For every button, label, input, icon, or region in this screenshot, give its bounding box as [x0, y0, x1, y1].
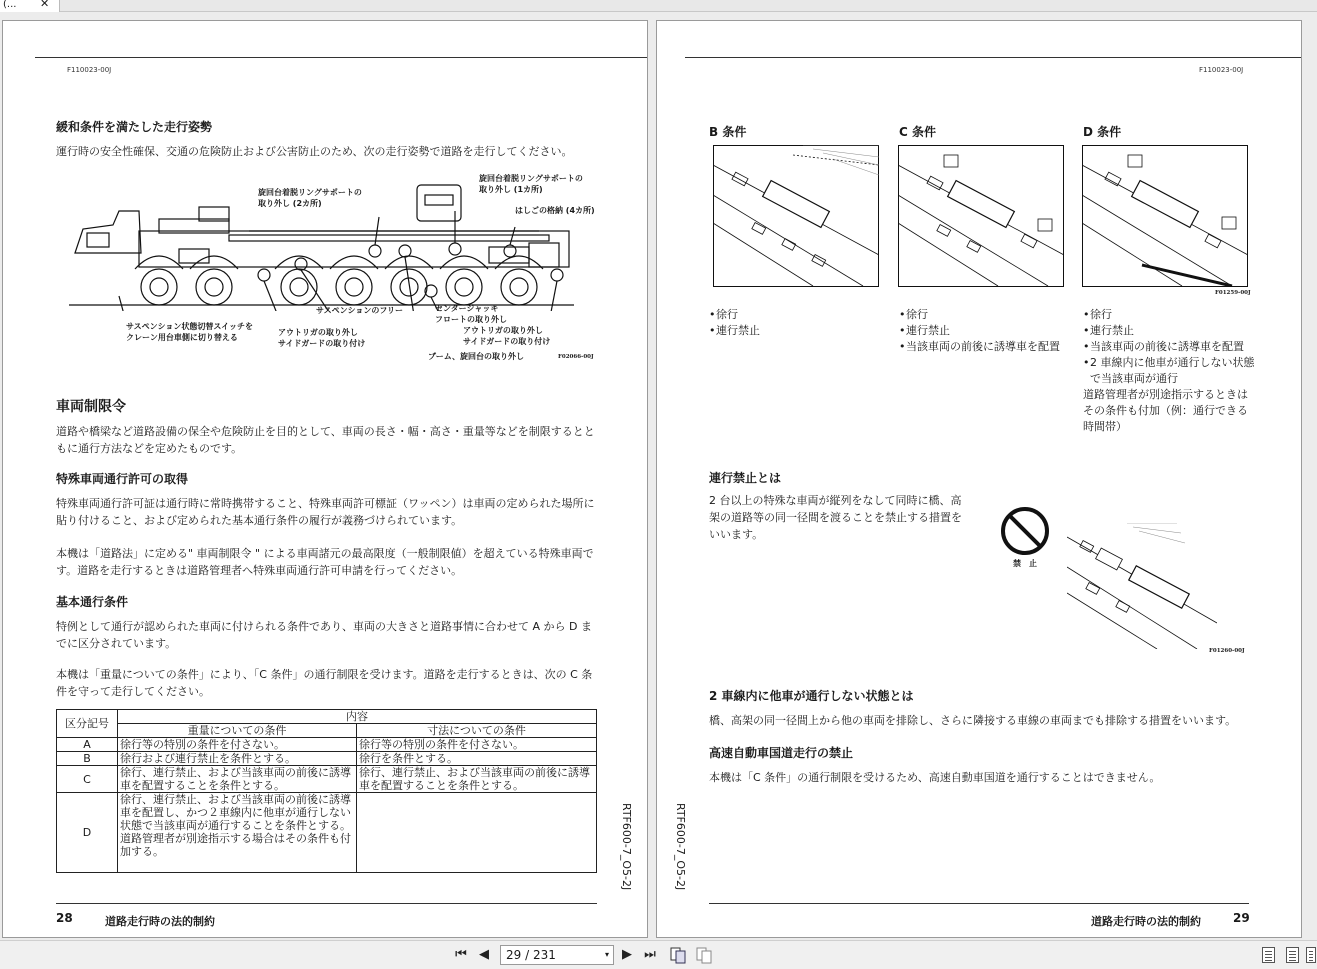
- list-item: • 当該車両の前後に誘導車を配置: [899, 339, 1079, 355]
- paragraph: 特例として通行が認められた車両に付けられる条件であり、車両の大きさと道路事情に合わせて A から D までに区分されています。: [56, 620, 592, 650]
- list-item: • 徐行: [899, 307, 1079, 323]
- doc-id: F110023-00J: [67, 66, 112, 74]
- paragraph: 本機は「C 条件」の通行制限を受けるため、高速自動車国道を通行することはできません。: [709, 771, 1161, 784]
- previous-page-icon: ◀: [479, 947, 489, 962]
- condition-d-list: [1083, 307, 1255, 435]
- table-row: B 徐行および連行禁止を条件とする。 徐行を条件とする。: [57, 752, 597, 766]
- list-item: • 連行禁止: [1083, 323, 1255, 339]
- list-item: • 当該車両の前後に誘導車を配置: [1083, 339, 1255, 355]
- paragraph: 道路や橋梁など道路設備の保全や危険防止を目的として、車両の長さ・幅・高さ・重量等などを制限するとともに通行方法などを定めたものです。: [56, 425, 595, 455]
- tab-bar: [0, 0, 1317, 12]
- footer-title: 道路走行時の法的制約: [1091, 915, 1201, 928]
- last-page-icon: ⏭: [644, 947, 656, 962]
- section-title: 車両制限令: [56, 399, 126, 415]
- paragraph: 本機は「重量についての条件」により、「C 条件」の通行制限を受けます。道路を走行するときは、次の C 条件を守って走行してください。: [56, 668, 593, 698]
- table-row: A 徐行等の特別の条件を付さない。 徐行等の特別の条件を付さない。: [57, 738, 597, 752]
- page-number-input[interactable]: [500, 945, 614, 965]
- condition-d-illustration: [1082, 145, 1248, 287]
- table-header-code: 区分記号: [57, 710, 118, 738]
- page-number: 29: [1233, 911, 1250, 925]
- list-item: • 徐行: [709, 307, 879, 323]
- document-viewer[interactable]: [0, 12, 1317, 940]
- page-29: [656, 20, 1302, 938]
- paragraph: 橋、高架の同一径間上から他の車両を排除し、さらに隣接する車線の車両までも排除する措置をいいます。: [709, 714, 1237, 727]
- footer-title: 道路走行時の法的制約: [105, 915, 215, 928]
- page-28: [2, 20, 648, 938]
- label-ring-support-2: 旋回台着脱リングサポートの 取り外し (2カ所): [258, 188, 362, 208]
- list-item: • 連行禁止: [899, 323, 1079, 339]
- paragraph: 特殊車両通行許可証は通行時に常時携帯すること、特殊車両許可標証（ワッペン）は車両の定められた場所に貼り付けること、および定められた基本通行条件の履行が義務づけられています。: [56, 497, 595, 527]
- section-title: 高速自動車国道走行の禁止: [709, 746, 854, 760]
- label-suspension-free: サスペンションのフリー: [316, 306, 403, 315]
- close-icon[interactable]: ✕: [40, 0, 50, 10]
- condition-d-title: D 条件: [1083, 125, 1122, 139]
- list-item: • 連行禁止: [709, 323, 879, 339]
- previous-page-button[interactable]: [475, 946, 493, 964]
- paragraph: 本機は「道路法」に定める" 車両制限令 " による車両諸元の最高限度（一般制限値）を超えている特殊車両です。道路を走行するときは道路管理者へ特殊車両通行許可申請を行ってください。: [56, 547, 594, 577]
- next-page-icon: ▶: [622, 947, 632, 962]
- side-code: RTF600-7_O5-2J: [620, 803, 633, 891]
- footer-rule: [56, 903, 597, 904]
- wheels: [141, 269, 537, 305]
- side-code: RTF600-7_O5-2J: [674, 803, 687, 891]
- table-row: C 徐行、連行禁止、および当該車両の前後に誘導車を配置することを条件とする。 徐行、連行禁止、および当該車両の前後に誘導車を配置することを条件とする。: [57, 766, 597, 793]
- prohibited-label: 禁 止: [1013, 559, 1037, 568]
- label-ladder: はしごの格納 (4カ所): [515, 206, 595, 215]
- conditions-table: [56, 709, 597, 873]
- condition-d-note: 道路管理者が別途指示するときはその条件も付加（例：通行できる時間帯）: [1083, 388, 1248, 433]
- next-page-button[interactable]: [618, 946, 636, 964]
- header-rule: [35, 57, 648, 58]
- doc-id: F110023-00J: [1199, 66, 1244, 74]
- label-center-jack: センタージャッキ フロートの取り外し: [435, 304, 507, 324]
- prohibited-icon: [999, 505, 1051, 557]
- rotate-view-icon[interactable]: [670, 947, 686, 964]
- page-number: 28: [56, 911, 73, 925]
- label-ring-support-1: 旋回台着脱リングサポートの 取り外し (1カ所): [479, 174, 583, 194]
- section-title: 連行禁止とは: [709, 471, 782, 485]
- figure-id: F01259-00J: [1215, 290, 1251, 296]
- condition-c-illustration: [898, 145, 1064, 287]
- paragraph: 2 台以上の特殊な車両が縦列をなして同時に橋、高架の道路等の同一径間を渡ることを禁止する措置をいいます。: [709, 494, 962, 541]
- condition-b-illustration: [713, 145, 879, 287]
- table-header-weight: 重量についての条件: [118, 724, 357, 738]
- table-header-size: 寸法についての条件: [357, 724, 597, 738]
- chevron-down-icon[interactable]: ▾: [604, 950, 609, 959]
- section-title: 基本通行条件: [56, 595, 129, 609]
- viewer-toolbar: [0, 940, 1317, 969]
- last-page-button[interactable]: [641, 946, 659, 964]
- label-suspension-switch: サスペンション状態切替スイッチを クレーン用台車側に切り替える: [126, 322, 253, 342]
- continuous-view-icon[interactable]: [1286, 947, 1299, 963]
- page-number-value: 29 / 231: [506, 948, 556, 962]
- no-convoy-illustration: [1067, 523, 1217, 649]
- first-page-button[interactable]: [452, 946, 470, 964]
- condition-b-list: [709, 307, 879, 339]
- single-page-view-icon[interactable]: [1262, 947, 1275, 963]
- first-page-icon: ⏮: [455, 947, 467, 962]
- condition-b-title: B 条件: [709, 125, 747, 139]
- section-title: 2 車線内に他車が通行しない状態とは: [709, 689, 914, 703]
- list-item: • 2 車線内に他車が通行しない状態で当該車両が通行: [1083, 355, 1255, 387]
- figure-id: F02066-00J: [558, 354, 594, 360]
- footer-rule: [709, 903, 1249, 904]
- label-outrigger-left: アウトリガの取り外し サイドガードの取り付け: [278, 328, 366, 348]
- table-row: D 徐行、連行禁止、および当該車両の前後に誘導車を配置し、かつ２車線内に他車が通行しない状態で当該車両が通行することを条件とする。道路管理者が別途指示する場合はその条件も付加する。: [57, 793, 597, 873]
- condition-c-title: C 条件: [899, 125, 936, 139]
- copy-page-icon[interactable]: [696, 947, 712, 964]
- list-item: • 徐行: [1083, 307, 1255, 323]
- document-tab[interactable]: [0, 0, 60, 12]
- section-title: 特殊車両通行許可の取得: [56, 472, 189, 486]
- label-boom: ブーム、旋回台の取り外し: [428, 352, 524, 361]
- condition-c-list: [899, 307, 1079, 355]
- tab-title: (...: [3, 0, 17, 10]
- table-header-content: 内容: [118, 710, 597, 724]
- label-outrigger-right: アウトリガの取り外し サイドガードの取り付け: [463, 326, 551, 346]
- header-rule: [685, 57, 1302, 58]
- figure-id: F01260-00J: [1209, 648, 1245, 654]
- section-title: 緩和条件を満たした走行姿勢: [56, 120, 213, 134]
- facing-view-icon[interactable]: [1306, 947, 1316, 963]
- paragraph: 運行時の安全性確保、交通の危険防止および公害防止のため、次の走行姿勢で道路を走行してください。: [56, 145, 573, 158]
